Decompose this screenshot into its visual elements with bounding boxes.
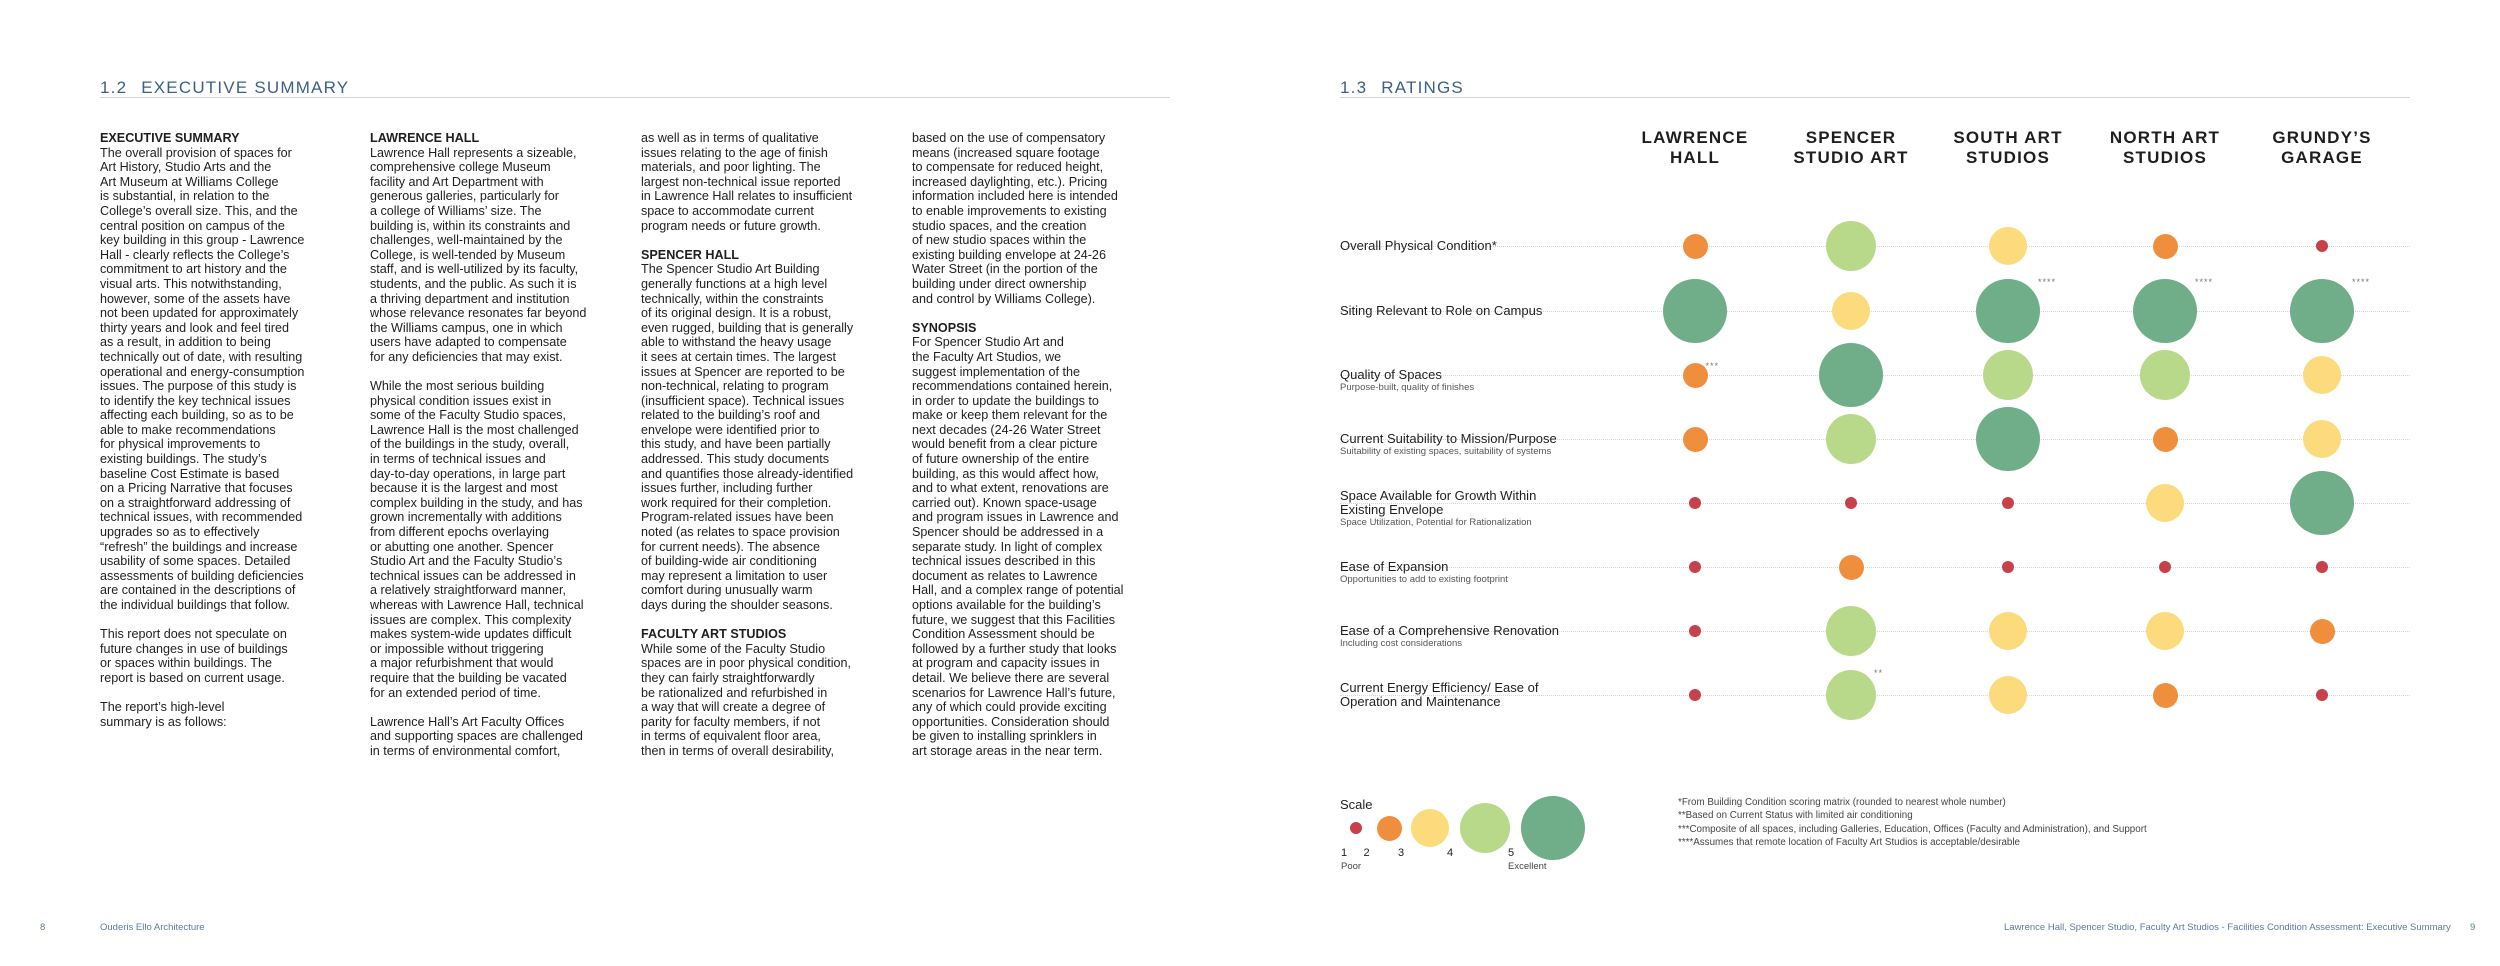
criterion-label: [1340, 368, 1570, 393]
rating-dot: [1826, 221, 1876, 271]
left-page-number: 8: [40, 922, 46, 933]
rating-dot: [2290, 279, 2354, 343]
criterion-title: Current Energy Efficiency/ Ease of Operation and Maintenance: [1340, 680, 1539, 709]
summary-heading: SPENCER HALL: [641, 247, 739, 262]
rating-dot: [1683, 427, 1708, 452]
rating-dot: [1976, 407, 2040, 471]
summary-text: Lawrence Hall represents a sizeable, comprehensive college Museum facility and Art Department with generous galleries, particularly for a college of Williams’ size. The building is, within its constraints and challenges, well-maintained by the College, is well-tended by Museum staff, and is well-utilized by its faculty, students, and the public. As such it is a thriving department and institution whose relevance resonates far beyond the Williams campus, one in which users have adapted to compensate for any deficiencies that may exist.: [370, 145, 587, 364]
summary-heading: LAWRENCE HALL: [370, 131, 480, 145]
building-header: SPENCER STUDIO ART: [1793, 128, 1909, 167]
rating-dot: [1819, 343, 1883, 407]
rating-dot: [2316, 240, 2328, 252]
footnote: ****Assumes that remote location of Faculty Art Studios is acceptable/desirable: [1678, 837, 2020, 849]
criterion-subtitle: Purpose-built, quality of finishes: [1340, 382, 1475, 393]
summary-text: The overall provision of spaces for Art History, Studio Arts and the Art Museum at Williams College is substantial, in relation to the College’s overall size. This, and the central position on campus of the key building in this group - Lawrence Hall - clearly reflects the College’s commitment to art history and the visual arts. This notwithstanding, however, some of the assets have not been updated for approximately thirty years and look and feel tired as a result, in addition to being technically out of date, with resulting operational and energy-consumption issues. The purpose of this study is to identify the key technical issues affecting each building, so as to be able to make recommendations for physical improvements to existing buildings. The study’s baseline Cost Estimate is based on a Pricing Narrative that focuses on a straightforward addressing of technical issues, with recommended upgrades so as to effectively “refresh” the buildings and increase usability of some spaces. Detailed assessments of building deficiencies are contained in the descriptions of the individual buildings that follow.: [100, 145, 305, 612]
rating-dot: [2303, 420, 2341, 458]
rating-dot: [1839, 555, 1864, 580]
criterion-label: [1340, 681, 1570, 709]
summary-text: For Spencer Studio Art and the Faculty Art Studios, we suggest implementation of the recommendations contained herein, in order to update the buildings to make or keep them relevant for the next decades (24-26 Water Street would benefit from a clear picture of future ownership of the entire building, as this would affect how, and to what extent, renovations are carried out). Known space-usage and program issues in Lawrence and Spencer should be addressed in a separate study. In light of complex technical issues described in this document as relates to Lawrence Hall, and a complex range of potential options available for the building’s future, we suggest that this Facilities Condition Assessment should be followed by a further study that looks at program and capacity issues in detail. We believe there are several scenarios for Lawrence Hall’s future, any of which could provide exciting opportunities. Consideration should be given to installing sprinklers in art storage areas in the near term.: [912, 335, 1124, 758]
rating-dot: [1989, 227, 2027, 265]
scale-value: 1: [1341, 847, 1348, 859]
summary-heading: SYNOPSIS: [912, 320, 977, 335]
summary-column-3: [641, 131, 873, 773]
rating-dot: [1976, 279, 2040, 343]
ratings-section-title: [1340, 78, 1464, 98]
rating-dot: [1689, 497, 1701, 509]
criterion-label: [1340, 560, 1570, 585]
criterion-label: [1340, 304, 1570, 318]
footnote: ***Composite of all spaces, including Galleries, Education, Offices (Faculty and Administration), and Support: [1678, 823, 2147, 835]
section-divider: [100, 97, 1170, 98]
rating-dot: [1826, 670, 1876, 720]
rating-dot: [1689, 561, 1701, 573]
rating-dot: [1983, 350, 2033, 400]
summary-paragraph: [370, 715, 602, 759]
rating-dot: [1845, 497, 1857, 509]
criterion-label: [1340, 239, 1570, 253]
scale-value: 3: [1398, 847, 1405, 859]
summary-paragraph: [641, 627, 873, 758]
building-header: NORTH ART STUDIOS: [2109, 128, 2221, 167]
rating-dot: [1826, 414, 1876, 464]
rating-dot: [2316, 689, 2328, 701]
rating-footnote-marker: ***: [1705, 360, 1720, 371]
summary-column-2: [370, 131, 602, 773]
summary-paragraph: [100, 700, 332, 729]
summary-paragraph: [370, 379, 602, 700]
rating-dot: [2146, 484, 2184, 522]
executive-summary-section-title: [100, 78, 349, 98]
rating-dot: [1826, 606, 1876, 656]
rating-dot: [2159, 561, 2171, 573]
criterion-title: Quality of Spaces: [1340, 367, 1442, 382]
summary-column-4: [912, 131, 1144, 773]
criterion-title: Ease of Expansion: [1340, 559, 1449, 574]
scale-dot: [1521, 796, 1585, 860]
scale-value: 4: [1447, 847, 1454, 859]
scale-value: 2: [1363, 847, 1370, 859]
summary-text: as well as in terms of qualitative issues relating to the age of finish materials, and poor lighting. The largest non-technical issue reported in Lawrence Hall relates to insufficient space to accommodate current program needs or future growth.: [641, 131, 853, 233]
rating-dot: [1832, 292, 1870, 330]
left-footer-firm: Ouderis Ello Architecture: [100, 922, 205, 933]
rating-footnote-marker: ****: [2038, 277, 2057, 287]
summary-text: The report’s high-level summary is as follows:: [100, 700, 227, 729]
summary-text: based on the use of compensatory means (increased square footage to compensate for reduced height, increased daylighting, etc.). Pricing information included here is intended to enable improvements to existing studio spaces, and the creation of new studio spaces within the existing building envelope at 24-26 Water Street (in the portion of the building under direct ownership and control by Williams College).: [912, 131, 1118, 306]
criterion-label: [1340, 432, 1570, 457]
criterion-label: [1340, 489, 1570, 528]
scale-label: Excellent: [1508, 861, 1547, 872]
scale-dot: [1377, 816, 1402, 841]
section-number: 1.3: [1340, 78, 1368, 97]
section-title-text: RATINGS: [1381, 78, 1464, 97]
rating-dot: [1663, 279, 1727, 343]
section-title-text: EXECUTIVE SUMMARY: [141, 78, 350, 97]
rating-dot: [1689, 625, 1701, 637]
summary-text: Lawrence Hall’s Art Faculty Offices and supporting spaces are challenged in terms of environmental comfort,: [370, 714, 583, 758]
summary-paragraph: [912, 131, 1144, 306]
rating-dot: [2290, 471, 2354, 535]
summary-text: This report does not speculate on future changes in use of buildings or spaces within buildings. The report is based on current usage.: [100, 627, 288, 685]
rating-dot: [2002, 497, 2014, 509]
criterion-title: Space Available for Growth Within Existing Envelope: [1340, 488, 1537, 517]
summary-paragraph: [912, 321, 1144, 759]
rating-dot: [2316, 561, 2328, 573]
rating-footnote-marker: ****: [2195, 277, 2214, 287]
rating-footnote-marker: ****: [2352, 277, 2371, 287]
rating-dot: [1989, 612, 2027, 650]
rating-dot: [1989, 676, 2027, 714]
criterion-title: Siting Relevant to Role on Campus: [1340, 303, 1543, 318]
criterion-subtitle: Including cost considerations: [1340, 638, 1462, 649]
summary-paragraph: [100, 131, 332, 613]
ratings-footnotes: [1678, 796, 2147, 850]
summary-column-1: [100, 131, 332, 744]
building-header: SOUTH ART STUDIOS: [1953, 128, 2063, 167]
summary-text: The Spencer Studio Art Building generally functions at a high level technically, within the constraints of its original design. It is a robust, even rugged, building that is generally able to withstand the heavy usage it sees at certain times. The largest issues at Spencer are reported to be non-technical, relating to program (insufficient space). Technical issues related to the building’s roof and envelope were identified prior to this study, and have been partially addressed. This study documents and quantifies those already-identified issues further, including further work required for their completion. Program-related issues have been noted (as relates to space provision for current needs). The absence of building-wide air conditioning may represent a limitation to user comfort during unusually warm days during the shoulder seasons.: [641, 262, 854, 612]
rating-dot: [2002, 561, 2014, 573]
criterion-subtitle: Space Utilization, Potential for Rationalization: [1340, 517, 1532, 528]
criterion-title: Current Suitability to Mission/Purpose: [1340, 431, 1557, 446]
rating-dot: [2153, 683, 2178, 708]
summary-paragraph: [641, 131, 873, 233]
scale-dot: [1411, 809, 1449, 847]
right-footer-title: Lawrence Hall, Spencer Studio, Faculty Art Studios - Facilities Condition Assessment: Executive Summary: [2004, 922, 2451, 933]
building-header: LAWRENCE HALL: [1641, 128, 1749, 167]
summary-heading: FACULTY ART STUDIOS: [641, 627, 787, 642]
right-page-number: 9: [2470, 922, 2476, 933]
rating-dot: [2146, 612, 2184, 650]
summary-heading: EXECUTIVE SUMMARY: [100, 131, 240, 145]
summary-paragraph: [100, 627, 332, 685]
rating-dot: [2153, 234, 2178, 259]
building-header: GRUNDY’S GARAGE: [2272, 128, 2372, 167]
criterion-subtitle: Suitability of existing spaces, suitability of systems: [1340, 446, 1552, 457]
rating-dot: [1683, 234, 1708, 259]
criterion-subtitle: Opportunities to add to existing footprint: [1340, 574, 1508, 585]
scale-value: 5: [1508, 847, 1515, 859]
summary-paragraph: [370, 131, 602, 365]
footnote: **Based on Current Status with limited air conditioning: [1678, 810, 1913, 822]
scale-label: Poor: [1341, 861, 1362, 872]
summary-text: While the most serious building physical condition issues exist in some of the Faculty Studio spaces, Lawrence Hall is the most challenged of the buildings in the study, overall, in terms of technical issues and day-to-day operations, in large part because it is the largest and most complex building in the study, and has grown incrementally with additions from different epochs overlaying or abutting one another. Spencer Studio Art and the Faculty Studio’s technical issues can be addressed in a relatively straightforward manner, whereas with Lawrence Hall, technical issues are complex. This complexity makes system-wide updates difficult or impossible without triggering a major refurbishment that would require that the building be vacated for an extended period of time.: [370, 379, 584, 700]
rating-dot: [2303, 356, 2341, 394]
footnote: *From Building Condition scoring matrix (rounded to nearest whole number): [1678, 797, 2006, 808]
summary-paragraph: [641, 248, 873, 613]
scale-title: Scale: [1340, 797, 1373, 812]
rating-dot: [1683, 363, 1708, 388]
rating-dot: [2133, 279, 2197, 343]
criterion-title: Ease of a Comprehensive Renovation: [1340, 623, 1559, 638]
rating-dot: [2310, 619, 2335, 644]
rating-dot: [2153, 427, 2178, 452]
rating-dot: [1689, 689, 1701, 701]
scale-dot: [1460, 803, 1510, 853]
section-number: 1.2: [100, 78, 128, 97]
rating-footnote-marker: **: [1874, 668, 1884, 678]
criterion-title: Overall Physical Condition*: [1340, 238, 1497, 253]
summary-text: While some of the Faculty Studio spaces are in poor physical condition, they can fairly straightforwardly be rationalized and refurbished in a way that will create a degree of parity for faculty members, if not in terms of equivalent floor area, then in terms of overall desirability,: [641, 641, 852, 758]
criterion-label: [1340, 624, 1570, 649]
rating-dot: [2140, 350, 2190, 400]
section-divider: [1340, 97, 2410, 98]
scale-dot: [1350, 822, 1362, 834]
